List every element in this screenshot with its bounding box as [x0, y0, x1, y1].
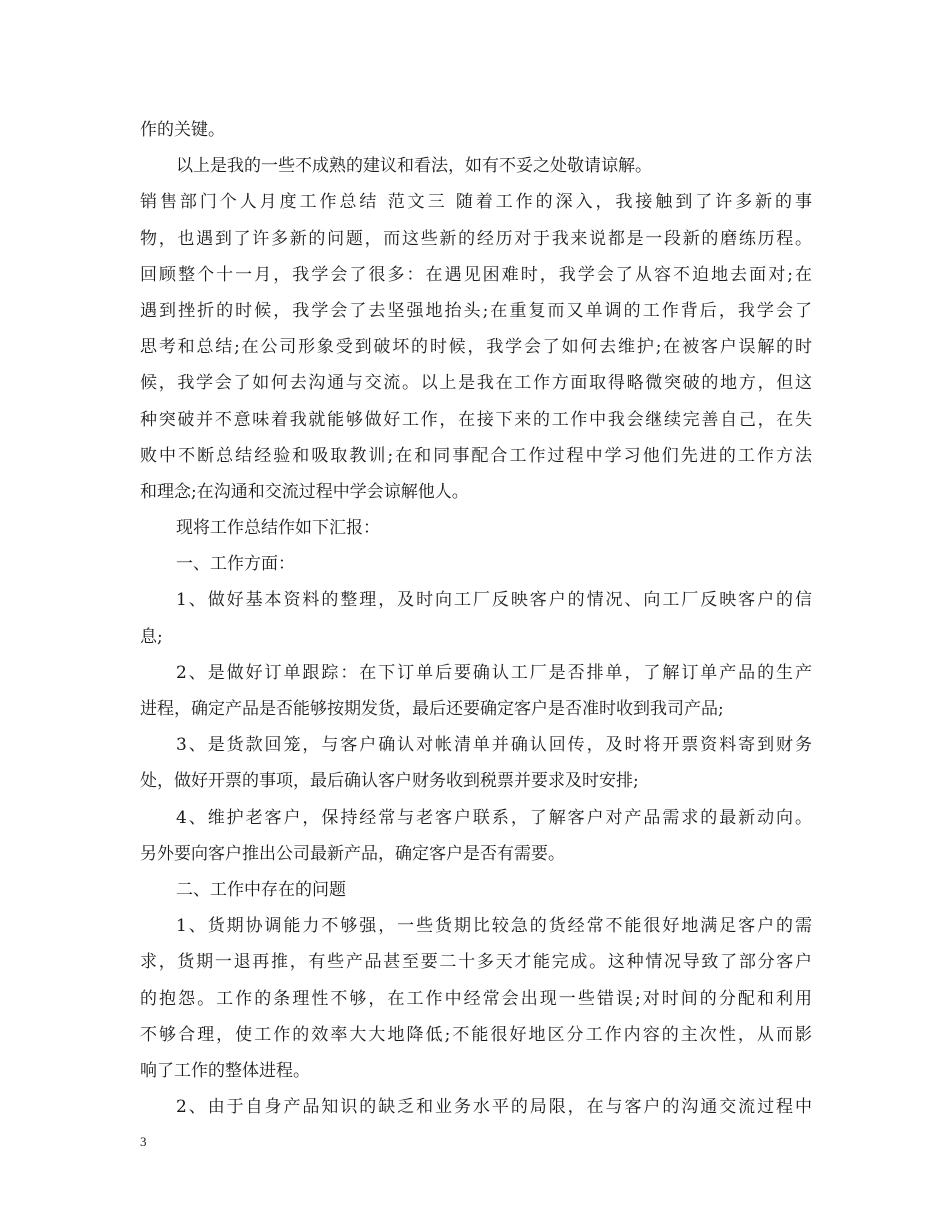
text-line: 3、是货款回笼，与客户确认对帐清单并确认回传，及时将开票资料寄到财务	[176, 735, 812, 756]
text-line: 另外要向客户推出公司最新产品，确定客户是否有需要。	[140, 843, 565, 864]
text-line: 响了工作的整体进程。	[140, 1060, 310, 1081]
text-line: 1、货期协调能力不够强，一些货期比较急的货经常不能很好地满足客户的需	[176, 916, 812, 937]
text-line: 2、由于自身产品知识的缺乏和业务水平的局限，在与客户的沟通交流过程中	[176, 1097, 812, 1118]
text-line: 思考和总结;在公司形象受到破坏的时候，我学会了如何去维护;在被客户误解的时	[140, 337, 812, 358]
text-line: 回顾整个十一月，我学会了很多：在遇见困难时，我学会了从容不迫地去面对;在	[140, 264, 812, 285]
text-line: 作的关键。	[140, 120, 225, 140]
text-line: 现将工作总结作如下汇报：	[176, 518, 380, 539]
text-line: 一、工作方面：	[176, 554, 295, 575]
body-text	[140, 112, 812, 1125]
text-line: 遇到挫折的时候，我学会了去坚强地抬头;在重复而又单调的工作背后，我学会了	[140, 300, 812, 321]
text-line: 种突破并不意味着我就能够做好工作，在接下来的工作中我会继续完善自己，在失	[140, 409, 812, 430]
text-line: 息;	[140, 626, 163, 647]
text-line: 败中不断总结经验和吸取教训;在和同事配合工作过程中学习他们先进的工作方法	[140, 445, 812, 466]
text-line: 处，做好开票的事项，最后确认客户财务收到税票并要求及时安排;	[140, 771, 639, 792]
text-line: 进程，确定产品是否能够按期发货，最后还要确定客户是否准时收到我司产品;	[140, 699, 724, 719]
text-line: 1、做好基本资料的整理，及时向工厂反映客户的情况、向工厂反映客户的信	[176, 590, 812, 611]
text-line: 求，货期一退再推，有些产品甚至要二十多天才能完成。这种情况导致了部分客户	[140, 952, 812, 973]
text-line: 2、是做好订单跟踪：在下订单后要确认工厂是否排单，了解订单产品的生产	[176, 662, 812, 683]
text-line: 以上是我的一些不成熟的建议和看法，如有不妥之处敬请谅解。	[176, 156, 652, 177]
text-line: 候，我学会了如何去沟通与交流。以上是我在工作方面取得略微突破的地方，但这	[140, 373, 812, 394]
text-line: 不够合理，使工作的效率大大地降低;不能很好地区分工作内容的主次性，从而影	[140, 1024, 812, 1045]
text-line: 的抱怨。工作的条理性不够，在工作中经常会出现一些错误;对时间的分配和利用	[140, 988, 812, 1009]
text-line: 二、工作中存在的问题	[176, 879, 346, 900]
text-line: 4、维护老客户，保持经常与老客户联系，了解客户对产品需求的最新动向。	[176, 807, 812, 828]
text-line: 销售部门个人月度工作总结 范文三 随着工作的深入，我接触到了许多新的事	[140, 192, 812, 213]
text-line: 物，也遇到了许多新的问题，而这些新的经历对于我来说都是一段新的磨练历程。	[140, 228, 812, 249]
page-number: 3	[140, 1134, 147, 1149]
text-line: 和理念;在沟通和交流过程中学会谅解他人。	[140, 481, 469, 502]
